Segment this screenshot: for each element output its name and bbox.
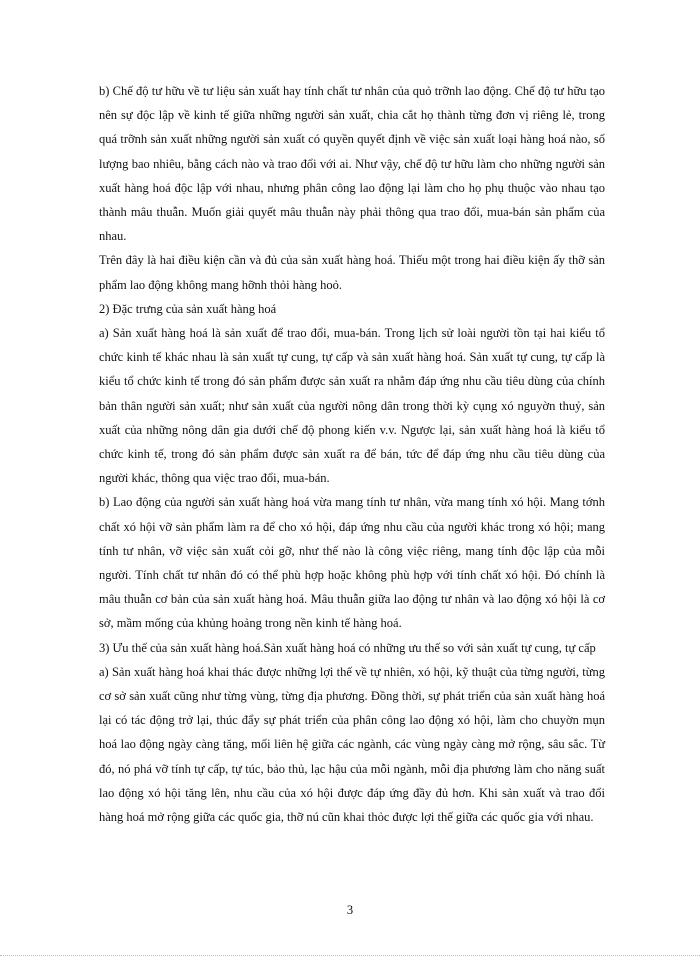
document-body [99, 79, 605, 829]
paragraph-labor-nature: b) Lao động của người sản xuất hàng hoá vừa mang tính tư nhân, vừa mang tính xó hội. Mang tớnh chất xó hội vỡ sản phẩm làm ra để cho xó hội, đáp ứng nhu cầu của người khác trong xó hội; mang tính tư nhân, vỡ việc sản xuất cỏi gỡ, như thế nào là công việc riêng, mang tính độc lập của mỗi người. Tính chất tư nhân đó có thể phù hợp hoặc không phù hợp với tính chất xó hội. Đó chính là mâu thuẫn cơ bản của sản xuất hàng hoá. Mâu thuẫn giữa lao động tư nhân và lao động xó hội là cơ sở, mầm mống của khủng hoảng trong nền kinh tế hàng hoá. [99, 495, 605, 631]
page-bottom-divider [0, 955, 700, 956]
paragraph-private-ownership: b) Chế độ tư hữu về tư liệu sản xuất hay tính chất tư nhân của quỏ trỡnh lao động. Chế độ tư hữu tạo nên sự độc lập về kinh tế giữa những người sản xuất, chia cắt họ thành từng đơn vị riêng lẻ, trong quá trỡnh sản xuất những người sản xuất có quyền quyết định về việc sản xuất loại hàng hoá nào, số lượng bao nhiêu, bằng cách nào và trao đổi với ai. Như vậy, chế độ tư hữu làm cho những người sản xuất hàng hoá độc lập với nhau, nhưng phân công lao động lại làm cho họ phụ thuộc vào nhau tạo thành mâu thuẫn. Muốn giải quyết mâu thuẫn này phải thông qua trao đổi, mua-bán sản phẩm của nhau. [99, 84, 605, 244]
paragraph-conditions-summary: Trên đây là hai điều kiện cần và đủ của sản xuất hàng hoá. Thiếu một trong hai điều kiện ấy thỡ sản phẩm lao động không mang hỡnh thỏi hàng hoỏ. [99, 253, 605, 292]
paragraph-advantages-detail: a) Sản xuất hàng hoá khai thác được những lợi thế về tự nhiên, xó hội, kỹ thuật của từng người, từng cơ sở sản xuất cũng như từng vùng, từng địa phương. Đồng thời, sự phát triển của sản xuất hàng hoá lại có tác động trở lại, thúc đẩy sự phát triển của phân công lao động xó hội, làm cho chuyờn mụn hoá lao động ngày càng tăng, mối liên hệ giữa các ngành, các vùng ngày càng mở rộng, sâu sắc. Từ đó, nó phá vỡ tính tự cấp, tự túc, bảo thủ, lạc hậu của mỗi ngành, mỗi địa phương làm cho năng suất lao động xó hội tăng lên, nhu cầu của xó hội được đáp ứng đầy đủ hơn. Khi sản xuất và trao đổi hàng hoá mở rộng giữa các quốc gia, thỡ nú cũn khai thỏc được lợi thế giữa các quốc gia với nhau. [99, 664, 605, 825]
page-number: 3 [346, 903, 354, 917]
paragraph-production-for-exchange: a) Sản xuất hàng hoá là sản xuất để trao đổi, mua-bán. Trong lịch sử loài người tồn tại hai kiểu tổ chức kinh tế khác nhau là sản xuất tự cung, tự cấp và sản xuất hàng hoá. Sản xuất tự cung, tự cấp là kiểu tổ chức kinh tế trong đó sản phẩm được sản xuất ra nhằm đáp ứng nhu cầu tiêu dùng của chính bản thân người sản xuất; như sản xuất của người nông dân trong thời kỳ cụng xó nguyờn thuỷ, sản xuất của những nông dân gia dưới chế độ phong kiến v.v. Ngược lại, sản xuất hàng hoá là kiểu tổ chức kinh tế, trong đó sản phẩm được sản xuất ra để bán, tức để đáp ứng nhu cầu tiêu dùng của người khác, thông qua việc trao đổi, mua-bán. [99, 326, 605, 486]
section-heading-characteristics: 2) Đặc trưng của sản xuất hàng hoá [99, 301, 277, 316]
section-heading-advantages: 3) Ưu thế của sản xuất hàng hoá.Sản xuất hàng hoá có những ưu thế so với sản xuất tự cung, tự cấp [99, 640, 596, 655]
